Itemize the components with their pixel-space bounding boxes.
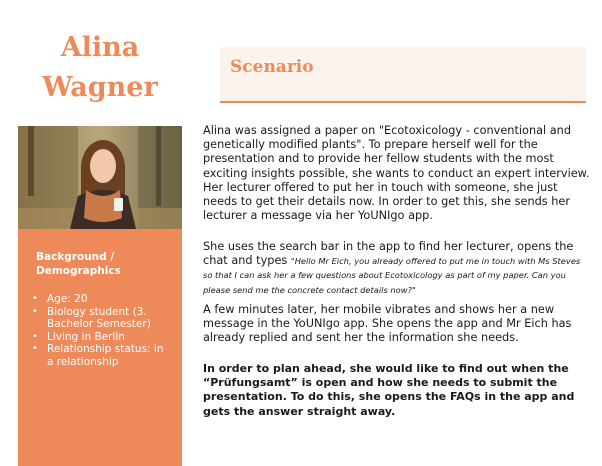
list-item: • Relationship status: in a relationship [32,343,164,368]
list-item: • Age: 20 [32,293,88,305]
background-demographics-heading: Background / Demographics [36,251,121,277]
scenario-paragraph-2-text: She uses the search bar in the app to find her lecturer, opens the chat and types [203,240,574,268]
scenario-paragraph-2 [203,240,591,297]
bullet-icon: • [32,343,38,354]
list-item: • Living in Berlin [32,330,125,343]
persona-last-name: Wagner [42,72,158,103]
scenario-title: Scenario [230,57,314,77]
list-item: • Biology student (3. Bachelor Semester) [32,305,151,330]
persona-first-name: Alina [60,32,140,63]
scenario-divider [220,101,586,103]
chat-message-quote: "Hello Mr Eich, you already offered to put me in touch with Ms Steves so that I can ask her a few questions about Ecotoxicology as part of my paper. Can you please send me the concrete contact details now?" [203,256,581,295]
scenario-paragraph-3: A few minutes later, her mobile vibrates and shows her a new message in the YoUNIgo app. She opens the app and Mr Eich has already replied and sent her the information she needs. [203,303,572,345]
bullet-icon: • [32,293,38,304]
persona-photo [18,126,182,229]
scenario-paragraph-4: In order to plan ahead, she would like to find out when the “Prüfungsamt” is open and how she needs to submit the presentation. To do this, she opens the FAQs in the app and gets the answer straight away. [203,362,575,418]
bullet-icon: • [32,305,38,317]
demographics-list [30,293,170,368]
scenario-paragraph-1: Alina was assigned a paper on "Ecotoxicology - conventional and genetically modified plants". To prepare herself well for the presentation and to provide her fellow students with the most exciting insights possible, she wants to conduct an expert interview. Her lecturer offered to put her in touch with someone, she just needs to get their details now. In order to get this, she sends her lecturer a message via her YoUNIgo app. [203,124,590,223]
bullet-icon: • [32,330,38,342]
